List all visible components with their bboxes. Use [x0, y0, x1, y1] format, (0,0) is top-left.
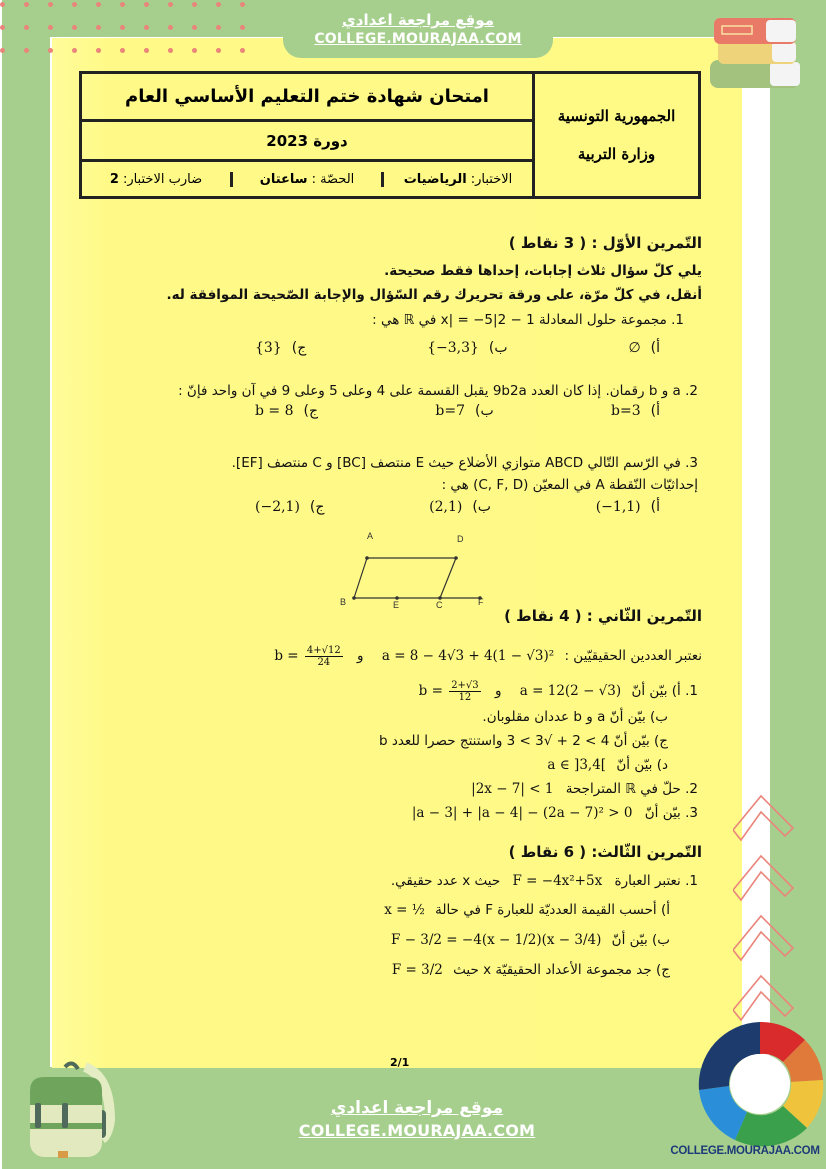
- question3-text1: 3. في الرّسم التّالي ABCD متوازي الأضلاع حيث E منتصف [BC] و C منتصف [EF].: [231, 455, 698, 471]
- svg-text:F: F: [478, 597, 484, 607]
- coefficient-label: ضارب الاختبار:: [122, 171, 203, 187]
- subject-label: الاختبار:: [470, 171, 513, 187]
- exercise1-intro1: يلي كلّ سؤال ثلاث إجابات، إحداها فقط صحيحة.: [384, 263, 702, 279]
- site-banner-arabic[interactable]: موقع مراجعة اعدادي: [342, 11, 494, 29]
- question3-text2: إحداثيّات النّقطة A في المعيّن (C, F, D) هي :: [441, 477, 698, 493]
- exercise1-intro2: أنقل، في كلّ مرّة، على ورقة تحريرك رقم السّؤال والإجابة الصّحيحة الموافقة له.: [166, 287, 702, 303]
- option-b: ب) b=7: [435, 403, 494, 419]
- page-number: 2/1: [390, 1056, 410, 1069]
- svg-text:A: A: [367, 531, 374, 541]
- svg-text:C: C: [436, 600, 443, 610]
- exercise2-q2: 2. حلّ في ℝ المتراجحة |2x − 7| < 1: [471, 781, 698, 797]
- option-c: ج) (−2,1): [255, 499, 325, 515]
- svg-text:B: B: [340, 597, 347, 607]
- exercise2-q1b: ب) بيّن أنّ a و b عددان مقلوبان.: [482, 709, 668, 725]
- exercise3-qc: ج) جد مجموعة الأعداد الحقيقيّة x حيث F = 3/2: [391, 962, 670, 978]
- site-banner-url[interactable]: COLLEGE.MOURAJAA.COM: [314, 31, 522, 47]
- exercise2-q1c: ج) بيّن أنّ 4 > 2 + √3 > 3 واستنتج حصرا للعدد b: [378, 733, 668, 749]
- exercise2-q1d: د) بيّن أنّ a ∈ ]3,4[: [547, 757, 668, 773]
- option-a: أ) (−1,1): [595, 499, 660, 515]
- option-c: ج) {3}: [255, 340, 307, 356]
- duration-label: الحصّة :: [311, 171, 355, 187]
- exercise2-definitions: نعتبر العددين الحقيقيّين : a = 8 − 4√3 + 4(1 − √3)² و b = $\frac{4+√12}{24}$: [274, 645, 702, 668]
- subject-value: الرياضيات: [403, 171, 467, 187]
- question3-options: [255, 499, 660, 515]
- exercise1-title: التّمرين الأوّل : ( 3 نقاط ): [508, 234, 702, 252]
- logo-url[interactable]: COLLEGE.MOURAJAA.COM: [670, 1145, 820, 1157]
- parallelogram-figure: [330, 530, 500, 610]
- exercise3-qa: أ) أحسب القيمة العدديّة للعبارة F في حالة x = ½: [384, 902, 670, 918]
- duration-value: ساعتان: [259, 171, 308, 187]
- exam-title: امتحان شهادة ختم التعليم الأساسي العام: [82, 74, 532, 122]
- exercise2-title: التّمرين الثّاني : ( 4 نقاط ): [504, 607, 702, 625]
- question1-options: [255, 340, 660, 356]
- option-b: ب) {−3,3}: [427, 340, 508, 356]
- site-banner-bottom[interactable]: [272, 1072, 562, 1169]
- exercise3-q1: 1. نعتبر العبارة F = −4x²+5x حيث x عدد حقيقي.: [390, 873, 698, 889]
- site-banner-arabic[interactable]: موقع مراجعة اعدادي: [330, 1098, 504, 1118]
- exercise3-title: التّمرين الثّالث: ( 6 نقاط ): [508, 843, 702, 861]
- svg-text:E: E: [393, 600, 400, 610]
- exercise2-q1a: 1. أ) بيّن أنّ a = 12(2 − √3) و b = $\frac{2+√3}{12}$: [418, 680, 698, 703]
- exercise3-qb: ب) بيّن أنّ F − 3/2 = −4(x − 1/2)(x − 3/4): [391, 932, 670, 948]
- question2-options: [255, 403, 660, 419]
- option-a: أ) ∅: [628, 340, 660, 356]
- svg-text:D: D: [457, 534, 464, 544]
- exercise2-q3: 3. بيّن أنّ |a − 3| + |a − 4| − (2a − 7)² > 0: [411, 805, 698, 821]
- ministry-name: وزارة التربية: [577, 145, 656, 163]
- exam-session: دورة 2023: [82, 122, 532, 162]
- question1-text: 1. مجموعة حلول المعادلة 1 − 2|x| = −5 في ℝ هي :: [372, 312, 684, 328]
- option-b: ب) (2,1): [429, 499, 491, 515]
- site-banner-url[interactable]: COLLEGE.MOURAJAA.COM: [298, 1121, 536, 1140]
- backpack-icon: [10, 1055, 115, 1160]
- chevrons-decoration: [733, 790, 797, 1030]
- question2-text: 2. a و b رقمان. إذا كان العدد 9b2a يقبل القسمة على 4 وعلى 5 وعلى 9 في آن واحد فإنّ :: [178, 383, 698, 399]
- option-a: أ) b=3: [611, 403, 660, 419]
- option-c: ج) b = 8: [255, 403, 319, 419]
- site-logo-icon[interactable]: [695, 1020, 825, 1150]
- coefficient-value: 2: [109, 171, 119, 187]
- country-name: الجمهورية التونسية: [557, 107, 676, 125]
